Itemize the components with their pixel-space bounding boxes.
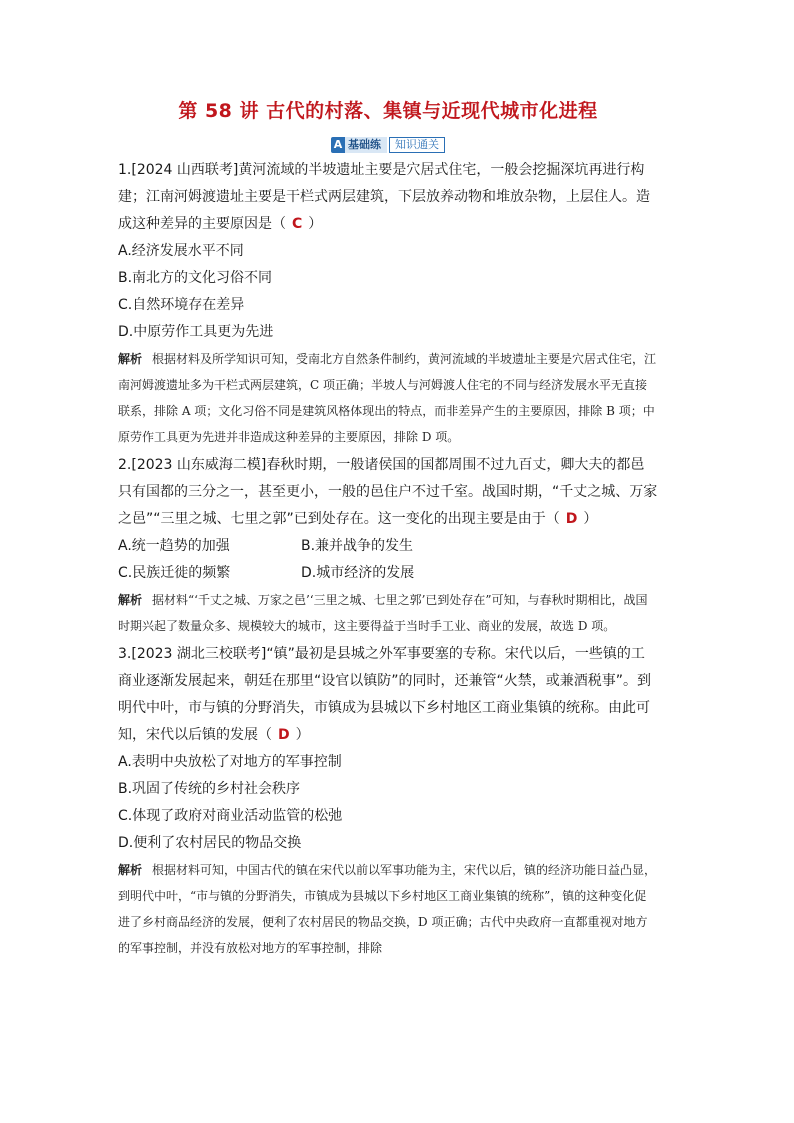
option-b: B.南北方的文化习俗不同 (118, 270, 273, 286)
question-1: 1.[2024 山西联考]黄河流域的半坡遗址主要是穴居式住宅，一般会挖掘深坑再进行构建；江南河姆渡遗址主要是干栏式两层建筑，下层放养动物和堆放杂物，上层住人。造成这种差异的主要原因是（ C ） A.经济发展水平不同 B.南北方的文化习俗不同 C.自然环境存在差异 D.中原劳作工具更为先进 解析 根据材料及所学知识可知，受南北方自然条件制约，黄河流域的半坡遗址主要是穴居式住宅，江南河姆渡遗址多为干栏式两层建筑，C 项正确；半坡人与河姆渡人住宅的不同与经济发展水平无直接联系，排除 A 项；文化习俗不同是建筑风格体现出的特点，而非差异产生的主要原因，排除 B 项；中原劳作工具更为先进并非造成这种差异的主要原因，排除 D 项。 (118, 157, 658, 450)
option-c: C.体现了政府对商业活动监管的松弛 (118, 808, 343, 824)
question-2: 2.[2023 山东威海二模]春秋时期，一般诸侯国的国都周围不过九百丈，卿大夫的都邑只有国都的三分之一，甚至更小，一般的邑住户不过千室。战国时期，“千丈之城、万家之邑”“三里之城、七里之郭”已到处存在。这一变化的出现主要是由于（ D ） A.统一趋势的加强 B.兼并战争的发生 C.民族迁徙的频繁 D.城市经济的发展 解析 据材料“‘千丈之城、万家之邑’‘三里之城、七里之郭’已到处存在”可知，与春秋时期相比，战国时期兴起了数量众多、规模较大的城市，这主要得益于当时手工业、商业的发展，故选 D 项。 (118, 452, 658, 639)
option-c: C.自然环境存在差异 (118, 297, 245, 313)
question-stem: 3.[2023 湖北三校联考]“镇”最初是县城之外军事要塞的专称。宋代以后，一些镇的工商业逐渐发展起来，朝廷在那里“设官以镇防”的同时，还兼管“火禁，或兼酒税事”。到明代中叶，市与镇的分野消失，市镇成为县城以下乡村地区工商业集镇的统称。由此可知，宋代以后镇的发展（ (118, 646, 652, 743)
explanation: 解析 根据材料可知，中国古代的镇在宋代以前以军事功能为主，宋代以后，镇的经济功能日益凸显，到明代中叶，“市与镇的分野消失，市镇成为县城以下乡村地区工商业集镇的统称”，镇的这种变化促进了乡村商品经济的发展，便利了农村居民的物品交换，D 项正确；古代中央政府一直都重视对地方的军事控制，并没有放松对地方的军事控制，排除 (118, 863, 657, 955)
page-title: 第 58 讲 古代的村落、集镇与近现代城市化进程 (178, 100, 598, 122)
question-stem: 2.[2023 山东威海二模]春秋时期，一般诸侯国的国都周围不过九百丈，卿大夫的都邑只有国都的三分之一，甚至更小，一般的邑住户不过千室。战国时期，“千丈之城、万家之邑”“三里之城、七里之郭”已到处存在。这一变化的出现主要是由于（ (118, 457, 658, 527)
option-a: A.统一趋势的加强 (118, 538, 230, 554)
question-3: 3.[2023 湖北三校联考]“镇”最初是县城之外军事要塞的专称。宋代以后，一些镇的工商业逐渐发展起来，朝廷在那里“设官以镇防”的同时，还兼管“火禁，或兼酒税事”。到明代中叶，市与镇的分野消失，市镇成为县城以下乡村地区工商业集镇的统称。由此可知，宋代以后镇的发展（ D ） A.表明中央放松了对地方的军事控制 B.巩固了传统的乡村社会秩序 C.体现了政府对商业活动监管的松弛 D.便利了农村居民的物品交换 解析 根据材料可知，中国古代的镇在宋代以前以军事功能为主，宋代以后，镇的经济功能日益凸显，到明代中叶，“市与镇的分野消失，市镇成为县城以下乡村地区工商业集镇的统称”，镇的这种变化促进了乡村商品经济的发展，便利了农村居民的物品交换，D 项正确；古代中央政府一直都重视对地方的军事控制，并没有放松对地方的军事控制，排除 (118, 641, 658, 961)
option-b: B.兼并战争的发生 (301, 538, 414, 554)
document-page (118, 96, 658, 963)
explanation: 解析 据材料“‘千丈之城、万家之邑’‘三里之城、七里之郭’已到处存在”可知，与春秋时期相比，战国时期兴起了数量众多、规模较大的城市，这主要得益于当时手工业、商业的发展，故选 D 项。 (118, 593, 648, 633)
explanation-label: 解析 (118, 352, 143, 366)
badge-level: 基础练 (345, 137, 387, 153)
question-stem: 1.[2024 山西联考]黄河流域的半坡遗址主要是穴居式住宅，一般会挖掘深坑再进行构建；江南河姆渡遗址主要是干栏式两层建筑，下层放养动物和堆放杂物，上层住人。造成这种差异的主要原因是（ (118, 162, 650, 232)
answer-mark: D (278, 727, 290, 743)
option-d: D.便利了农村居民的物品交换 (118, 835, 302, 851)
option-a: A.表明中央放松了对地方的军事控制 (118, 754, 342, 770)
answer-mark: D (565, 511, 578, 527)
explanation: 解析 根据材料及所学知识可知，受南北方自然条件制约，黄河流域的半坡遗址主要是穴居式住宅，江南河姆渡遗址多为干栏式两层建筑，C 项正确；半坡人与河姆渡人住宅的不同与经济发展水平无直接联系，排除 A 项；文化习俗不同是建筑风格体现出的特点，而非差异产生的主要原因，排除 B 项；中原劳作工具更为先进并非造成这种差异的主要原因，排除 D 项。 (118, 352, 657, 444)
badge-tag: 知识通关 (389, 137, 445, 153)
option-c: C.民族迁徙的频繁 (118, 565, 231, 581)
explanation-label: 解析 (118, 593, 143, 607)
explanation-label: 解析 (118, 863, 143, 877)
badge-letter: A (331, 137, 345, 153)
option-d: D.中原劳作工具更为先进 (118, 324, 274, 340)
answer-mark: C (292, 216, 303, 232)
option-a: A.经济发展水平不同 (118, 243, 244, 259)
option-b: B.巩固了传统的乡村社会秩序 (118, 781, 301, 797)
section-badge (331, 137, 445, 153)
option-d: D.城市经济的发展 (301, 565, 415, 581)
